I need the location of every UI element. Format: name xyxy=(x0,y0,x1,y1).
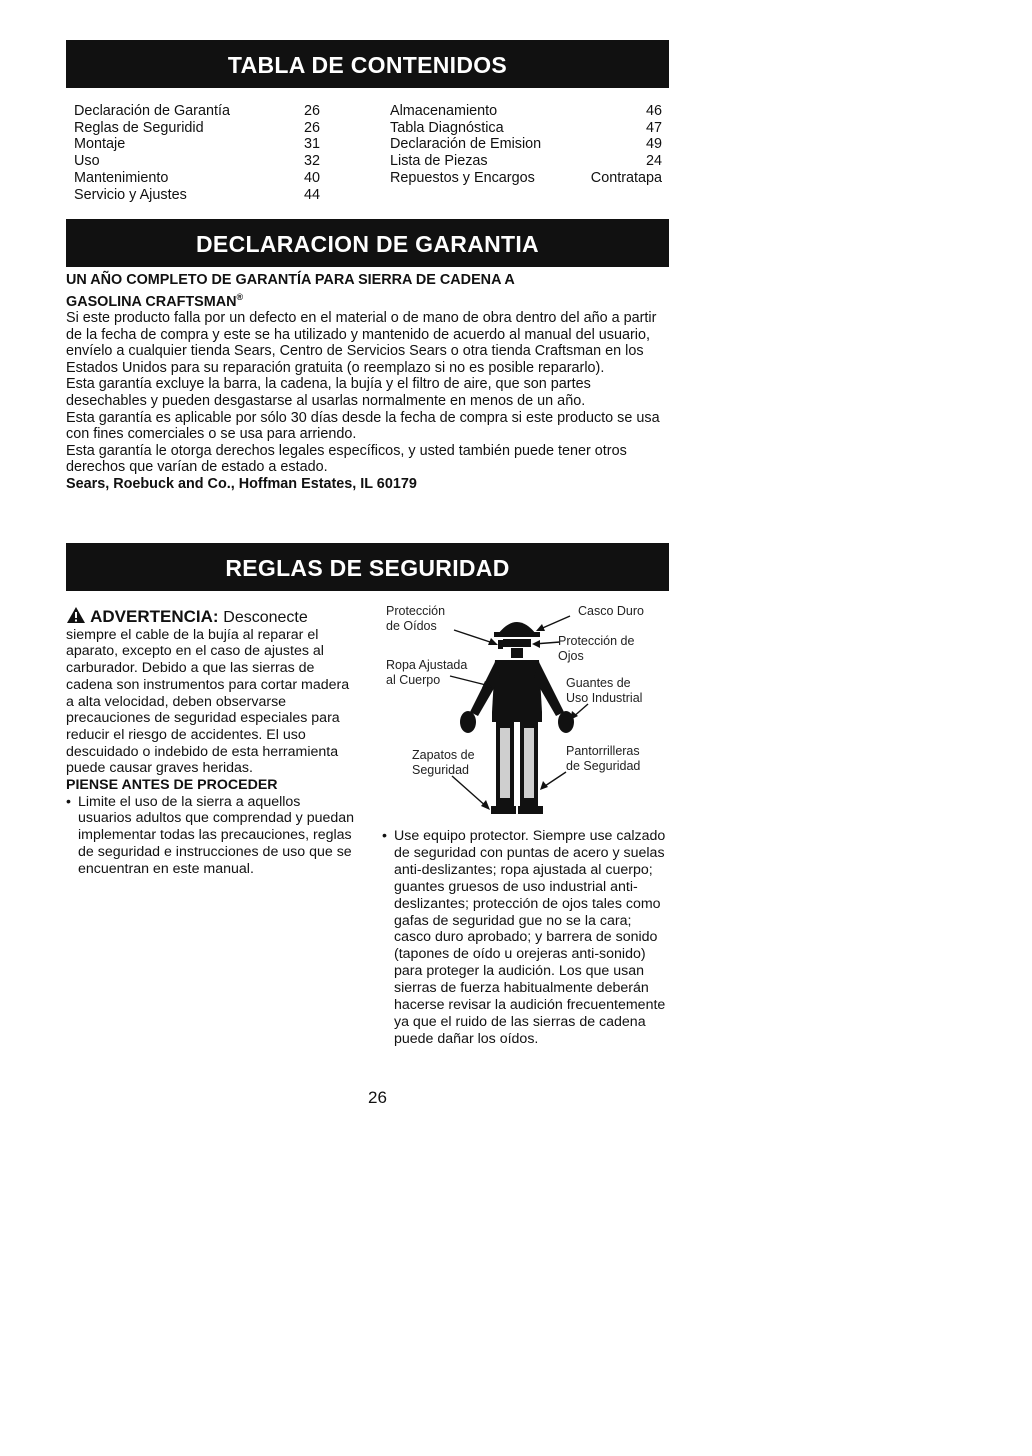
protective-gear-figure xyxy=(382,600,672,822)
warranty-paragraph-2: Esta garantía excluye la barra, la cadena, la bujía y el filtro de aire, que son partes desechables y pueden desgastarse al usarlas normalmente en menos de un año. xyxy=(66,376,591,409)
page-number: 26 xyxy=(368,1088,387,1107)
toc-entry xyxy=(390,153,662,170)
warranty-address: Sears, Roebuck and Co., Hoffman Estates, IL 60179 xyxy=(66,475,417,492)
label-chaps: Pantorrilleras de Seguridad xyxy=(566,744,641,773)
toc-entry-label: Repuestos y Encargos xyxy=(390,169,535,186)
toc-entry-label: Lista de Piezas xyxy=(390,153,488,170)
warning-text: siempre el cable de la bujía al reparar el aparato, excepto en el caso de ajustes al carburador. Debido a que las sierras de cadena son instrumentos para cortar madera a alta velocidad, deben observarse precauciones de seguridad especiales para reducir el riesgo de accidentes. El uso descuidado o indebido de esta herramienta puede causar graves heridas. xyxy=(66,626,350,777)
toc-entry-page: 40 xyxy=(303,169,320,186)
toc-entry xyxy=(390,136,662,153)
toc-entry-page: 26 xyxy=(303,103,320,119)
toc-entry xyxy=(74,187,320,204)
toc-entry-page: Contratapa xyxy=(590,169,662,186)
warning-column xyxy=(66,606,356,877)
protective-gear-column xyxy=(382,828,672,1048)
toc-entry-label: Declaración de Garantía xyxy=(74,103,230,119)
warranty-paragraph-3: Esta garantía es aplicable por sólo 30 días desde la fecha de compra si este producto se usa con fines comerciales o se usa para arriendo. xyxy=(66,409,660,443)
toc-entry xyxy=(390,120,662,137)
toc-entry-label: Almacenamiento xyxy=(390,103,498,119)
toc-entry-page: 32 xyxy=(303,153,320,170)
toc-entry xyxy=(390,103,662,120)
toc-entry xyxy=(74,170,320,187)
toc-entry xyxy=(74,153,320,170)
toc-entry xyxy=(74,120,320,137)
warning-heading xyxy=(66,607,308,626)
toc-entry-page: 46 xyxy=(645,103,662,119)
think-heading: PIENSE ANTES DE PROCEDER xyxy=(66,777,278,794)
warranty-heading xyxy=(66,272,671,310)
warning-first-word: Desconecte xyxy=(223,609,308,626)
warranty-banner: DECLARACION DE GARANTIA xyxy=(66,219,669,267)
warranty-heading-line1: UN AÑO COMPLETO DE GARANTÍA PARA SIERRA DE CADENA A xyxy=(66,272,515,288)
toc-entry-page: 49 xyxy=(645,136,662,153)
toc-banner: TABLA DE CONTENIDOS xyxy=(66,40,669,88)
toc-entry-label: Declaración de Emision xyxy=(390,136,542,153)
toc-entry-label: Mantenimiento xyxy=(74,169,169,186)
toc-entry-page: 31 xyxy=(303,136,320,153)
safety-banner: REGLAS DE SEGURIDAD xyxy=(66,543,669,591)
toc-left-column xyxy=(74,103,320,203)
toc-entry-label: Reglas de Seguridid xyxy=(74,119,204,136)
toc-entry-label: Servicio y Ajustes xyxy=(74,186,187,203)
label-ear-protection: Protección de Oídos xyxy=(386,604,446,633)
label-tight-clothing: Ropa Ajustada al Cuerpo xyxy=(386,658,468,687)
registered-mark: ® xyxy=(236,291,244,302)
label-hard-hat: Casco Duro xyxy=(578,604,644,618)
warning-word: ADVERTENCIA: xyxy=(90,607,219,626)
toc-entry-label: Uso xyxy=(74,153,100,170)
toc-entry xyxy=(74,103,320,120)
bullet-dot: • xyxy=(66,793,71,810)
label-eye-protection: Protección de Ojos xyxy=(558,634,635,663)
safety-bullet-1 xyxy=(66,794,356,878)
bullet-dot: • xyxy=(382,828,387,844)
bullet-1-text: Limite el uso de la sierra a aquellos usuarios adultos que comprendad y puedan implementar todas las precauciones, reglas de seguridad e instrucciones de uso que se encuentran en este manual. xyxy=(78,793,355,877)
bullet-2-text: Use equipo protector. Siempre use calzado de seguridad con puntas de acero y suelas anti-deslizantes; ropa ajustada al cuerpo; guantes gruesos de uso industrial anti-deslizantes; protección de ojos tales como gafas de seguridad gue no se la cara; casco duro aprobado; y barrera de sonido (tapones de oído u orejeras anti-sonido) para proteger la audición. Los que usan sierras de fuerza habitualmente deberán hacerse revisar la audición frecuentemente ya que el ruido de las sierras de cadena puede dañar los oídos. xyxy=(394,828,666,1047)
toc-entry-page: 26 xyxy=(303,119,320,136)
toc-entry-label: Montaje xyxy=(74,136,126,153)
toc-entry-page: 47 xyxy=(645,119,662,136)
label-safety-shoes: Zapatos de Seguridad xyxy=(412,748,475,777)
toc-entry xyxy=(390,170,662,187)
warranty-heading-line2: GASOLINA CRAFTSMAN xyxy=(66,293,237,310)
label-gloves: Guantes de Uso Industrial xyxy=(566,676,643,705)
warranty-section xyxy=(66,272,671,493)
warranty-paragraph-1: Si este producto falla por un defecto en el material o de mano de obra dentro del año a partir de la fecha de compra y este se ha utilizado y mantenido de acuerdo al manual del usuario, envíelo a cualquier tienda Sears, Centro de Servicios Sears o otra tienda Craftsman en los Estados Unidos para su reparación gratuita (o reemplazo si no es posible repararlo). xyxy=(66,309,657,376)
toc-entry xyxy=(74,136,320,153)
toc-right-column xyxy=(390,103,662,187)
safety-bullet-2 xyxy=(382,828,672,1048)
toc-entry-page: 44 xyxy=(303,186,320,203)
toc-entry-page: 24 xyxy=(645,153,662,170)
warranty-paragraph-4: Esta garantía le otorga derechos legales específicos, y usted también puede tener otros derechos que varían de estado a estado. xyxy=(66,442,627,476)
toc-entry-label: Tabla Diagnóstica xyxy=(390,119,504,136)
warning-triangle-icon xyxy=(66,606,86,624)
